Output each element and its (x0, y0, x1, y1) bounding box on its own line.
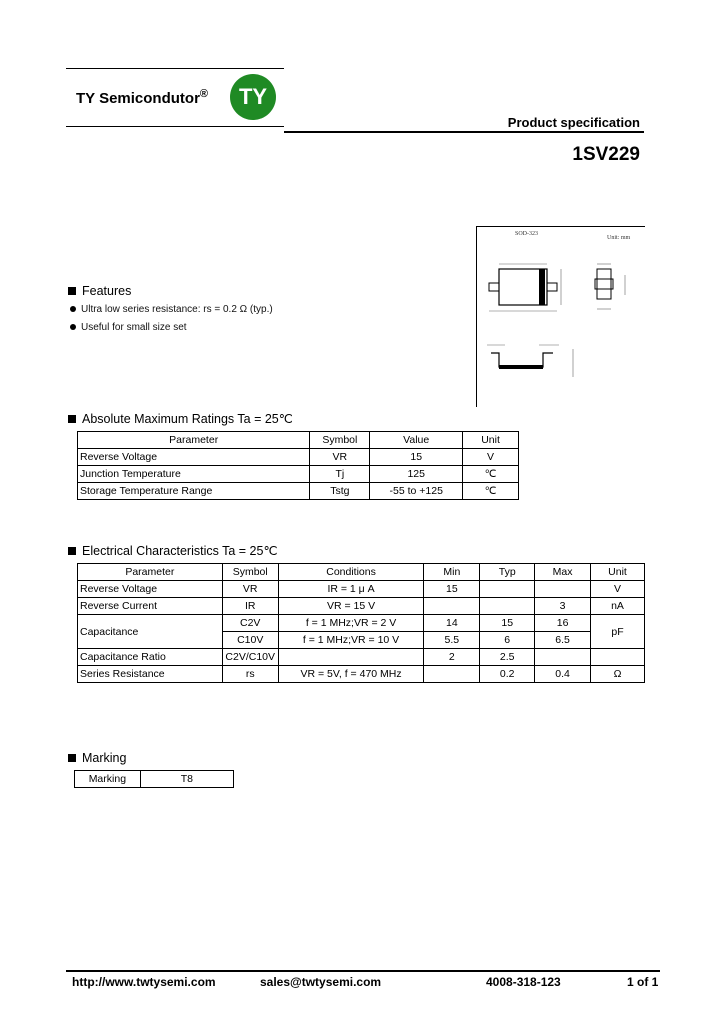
footer-email[interactable]: sales@twtysemi.com (260, 975, 382, 989)
header-cell: Parameter (78, 564, 223, 581)
conditions-cell: VR = 5V, f = 470 MHz (278, 666, 424, 683)
abs-max-table (77, 431, 519, 500)
header-cell: Min (424, 564, 480, 581)
elec-heading (68, 543, 277, 558)
conditions-cell: f = 1 MHz;VR = 10 V (278, 632, 424, 649)
package-name: SOD-323 (515, 231, 539, 237)
max-cell: 6.5 (535, 632, 591, 649)
typ-cell: 0.2 (480, 666, 535, 683)
value-cell: -55 to +125 (370, 483, 463, 500)
part-number: 1SV229 (572, 144, 640, 165)
feature-item (70, 322, 187, 333)
symbol-cell: VR (222, 581, 278, 598)
conditions-cell: f = 1 MHz;VR = 2 V (278, 615, 424, 632)
marking-table (74, 770, 234, 788)
symbol-cell: Tj (310, 466, 370, 483)
symbol-cell: IR (222, 598, 278, 615)
symbol-cell: Tstg (310, 483, 370, 500)
min-cell: 5.5 (424, 632, 480, 649)
table-row (78, 598, 645, 615)
conditions-cell: IR = 1 μ A (278, 581, 424, 598)
square-bullet-icon (68, 754, 76, 762)
symbol-cell: C10V (222, 632, 278, 649)
symbol-cell: C2V (222, 615, 278, 632)
company-logo: TY (230, 74, 276, 120)
footer-phone: 4008-318-123 (486, 975, 561, 989)
value-cell: 125 (370, 466, 463, 483)
conditions-cell (278, 649, 424, 666)
param-cell: Reverse Voltage (78, 581, 223, 598)
param-cell: Capacitance Ratio (78, 649, 223, 666)
unit-cell: pF (591, 615, 645, 649)
feature-text: Ultra low series resistance: rs = 0.2 Ω (typ.) (81, 304, 273, 315)
header-cell: Unit (591, 564, 645, 581)
marking-heading (68, 751, 126, 765)
value-cell: 15 (370, 449, 463, 466)
typ-cell: 2.5 (480, 649, 535, 666)
abs-max-title: Absolute Maximum Ratings Ta = 25℃ (82, 412, 293, 426)
min-cell: 15 (424, 581, 480, 598)
header-cell: Value (370, 432, 463, 449)
header-cell: Typ (480, 564, 535, 581)
param-cell: Reverse Current (78, 598, 223, 615)
elec-title: Electrical Characteristics Ta = 25℃ (82, 544, 278, 558)
param-cell: Series Resistance (78, 666, 223, 683)
max-cell: 16 (535, 615, 591, 632)
footer-page: 1 of 1 (627, 975, 659, 989)
brand-name-text: TY Semicondutor (76, 90, 200, 107)
header-cell: Symbol (310, 432, 370, 449)
brand-name (76, 90, 208, 107)
table-row (78, 581, 645, 598)
header-cell: Conditions (278, 564, 424, 581)
table-row (75, 771, 234, 788)
square-bullet-icon (68, 287, 76, 295)
unit-cell: ℃ (463, 483, 519, 500)
registered-mark: ® (199, 88, 209, 100)
package-drawing (476, 226, 645, 407)
elec-table (77, 563, 645, 683)
square-bullet-icon (68, 415, 76, 423)
max-cell (535, 649, 591, 666)
unit-cell (591, 649, 645, 666)
unit-cell: Ω (591, 666, 645, 683)
marking-title: Marking (82, 751, 127, 765)
typ-cell (480, 598, 535, 615)
table-header-row (78, 564, 645, 581)
typ-cell: 15 (480, 615, 535, 632)
round-bullet-icon (70, 306, 76, 312)
marking-value-cell: T8 (140, 771, 233, 788)
unit-cell: V (591, 581, 645, 598)
header-cell: Symbol (222, 564, 278, 581)
round-bullet-icon (70, 324, 76, 330)
feature-item (70, 304, 273, 315)
max-cell (535, 581, 591, 598)
param-cell: Reverse Voltage (78, 449, 310, 466)
abs-max-heading (68, 411, 293, 426)
min-cell: 14 (424, 615, 480, 632)
footer-website[interactable]: http://www.twtysemi.com (72, 975, 216, 989)
conditions-cell: VR = 15 V (278, 598, 424, 615)
min-cell (424, 598, 480, 615)
unit-cell: V (463, 449, 519, 466)
table-row (78, 666, 645, 683)
min-cell (424, 666, 480, 683)
table-row (78, 649, 645, 666)
table-row (78, 483, 519, 500)
table-row (78, 615, 645, 632)
square-bullet-icon (68, 547, 76, 555)
features-title: Features (82, 284, 132, 298)
max-cell: 3 (535, 598, 591, 615)
param-cell: Capacitance (78, 615, 223, 649)
symbol-cell: C2V/C10V (222, 649, 278, 666)
max-cell: 0.4 (535, 666, 591, 683)
typ-cell: 6 (480, 632, 535, 649)
symbol-cell: VR (310, 449, 370, 466)
min-cell: 2 (424, 649, 480, 666)
features-heading (68, 284, 131, 298)
marking-label-cell: Marking (75, 771, 141, 788)
document-type: Product specification (507, 115, 640, 130)
header-cell: Max (535, 564, 591, 581)
header-cell: Unit (463, 432, 519, 449)
table-row (78, 449, 519, 466)
unit-cell: nA (591, 598, 645, 615)
symbol-cell: rs (222, 666, 278, 683)
table-row (78, 466, 519, 483)
table-header-row (78, 432, 519, 449)
header-cell: Parameter (78, 432, 310, 449)
param-cell: Storage Temperature Range (78, 483, 310, 500)
unit-note: Unit: mm (607, 235, 631, 241)
typ-cell (480, 581, 535, 598)
package-outline-svg (477, 227, 645, 407)
param-cell: Junction Temperature (78, 466, 310, 483)
unit-cell: ℃ (463, 466, 519, 483)
feature-text: Useful for small size set (81, 322, 187, 333)
